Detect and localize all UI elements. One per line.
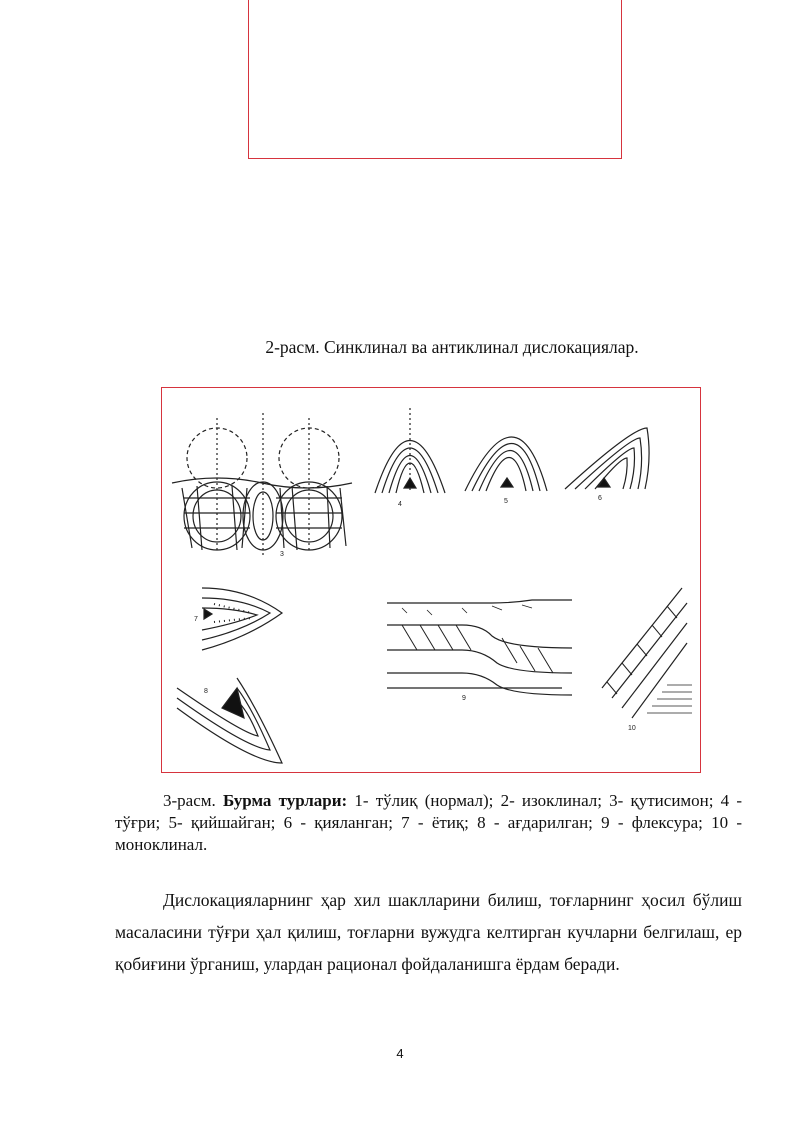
box-fold-drawing — [172, 413, 352, 558]
figure-3-fold-types — [161, 387, 701, 773]
page-number: 4 — [396, 1046, 404, 1061]
body-paragraph-text: Дислокацияларнинг ҳар хил шаклларини билиш, тоғларнинг ҳосил бўлиш масаласини тўғри ҳал қилиш, тоғларни вужудга келтирган кучларни белгилаш, ер қобиғини ўрганиш, улардан рационал фойдаланишга ёрдам беради. — [115, 890, 742, 974]
body-paragraph — [115, 884, 742, 980]
figure-3-caption — [115, 790, 742, 856]
inclined-fold-drawing — [465, 437, 547, 491]
figure-2-frame — [248, 0, 622, 159]
fig-label-3: 3 — [280, 551, 284, 558]
figure-2-caption: 2-расм. Синклинал ва антиклинал дислокациялар. — [265, 337, 639, 357]
caption-list: 1- тўлиқ (нормал); 2- изоклинал; 3- қутисимон; 4 - тўғри; 5- қийшайган; 6 - қияланган; 7 - ётиқ; 8 - ағдарилган; 9 - флексура; 10 - моноклинал. — [115, 791, 743, 854]
fig-label-9: 9 — [462, 695, 466, 702]
tilted-fold-drawing — [565, 428, 649, 489]
upright-fold-drawing — [375, 408, 445, 493]
fold-types-drawing — [162, 388, 700, 772]
caption-title: Бурма турлари: — [222, 791, 348, 810]
recumbent-fold-drawing — [202, 588, 282, 650]
fig-label-5: 5 — [504, 498, 508, 505]
flexure-drawing — [387, 600, 572, 695]
fig-label-7: 7 — [194, 616, 198, 623]
monocline-drawing — [602, 588, 692, 718]
fig-label-6: 6 — [598, 495, 602, 502]
fig-label-10: 10 — [628, 725, 636, 732]
caption-prefix: 3-расм. — [163, 791, 216, 810]
fig-label-4: 4 — [398, 501, 402, 508]
fig-label-8: 8 — [204, 688, 208, 695]
overturned-fold-drawing — [177, 678, 282, 763]
